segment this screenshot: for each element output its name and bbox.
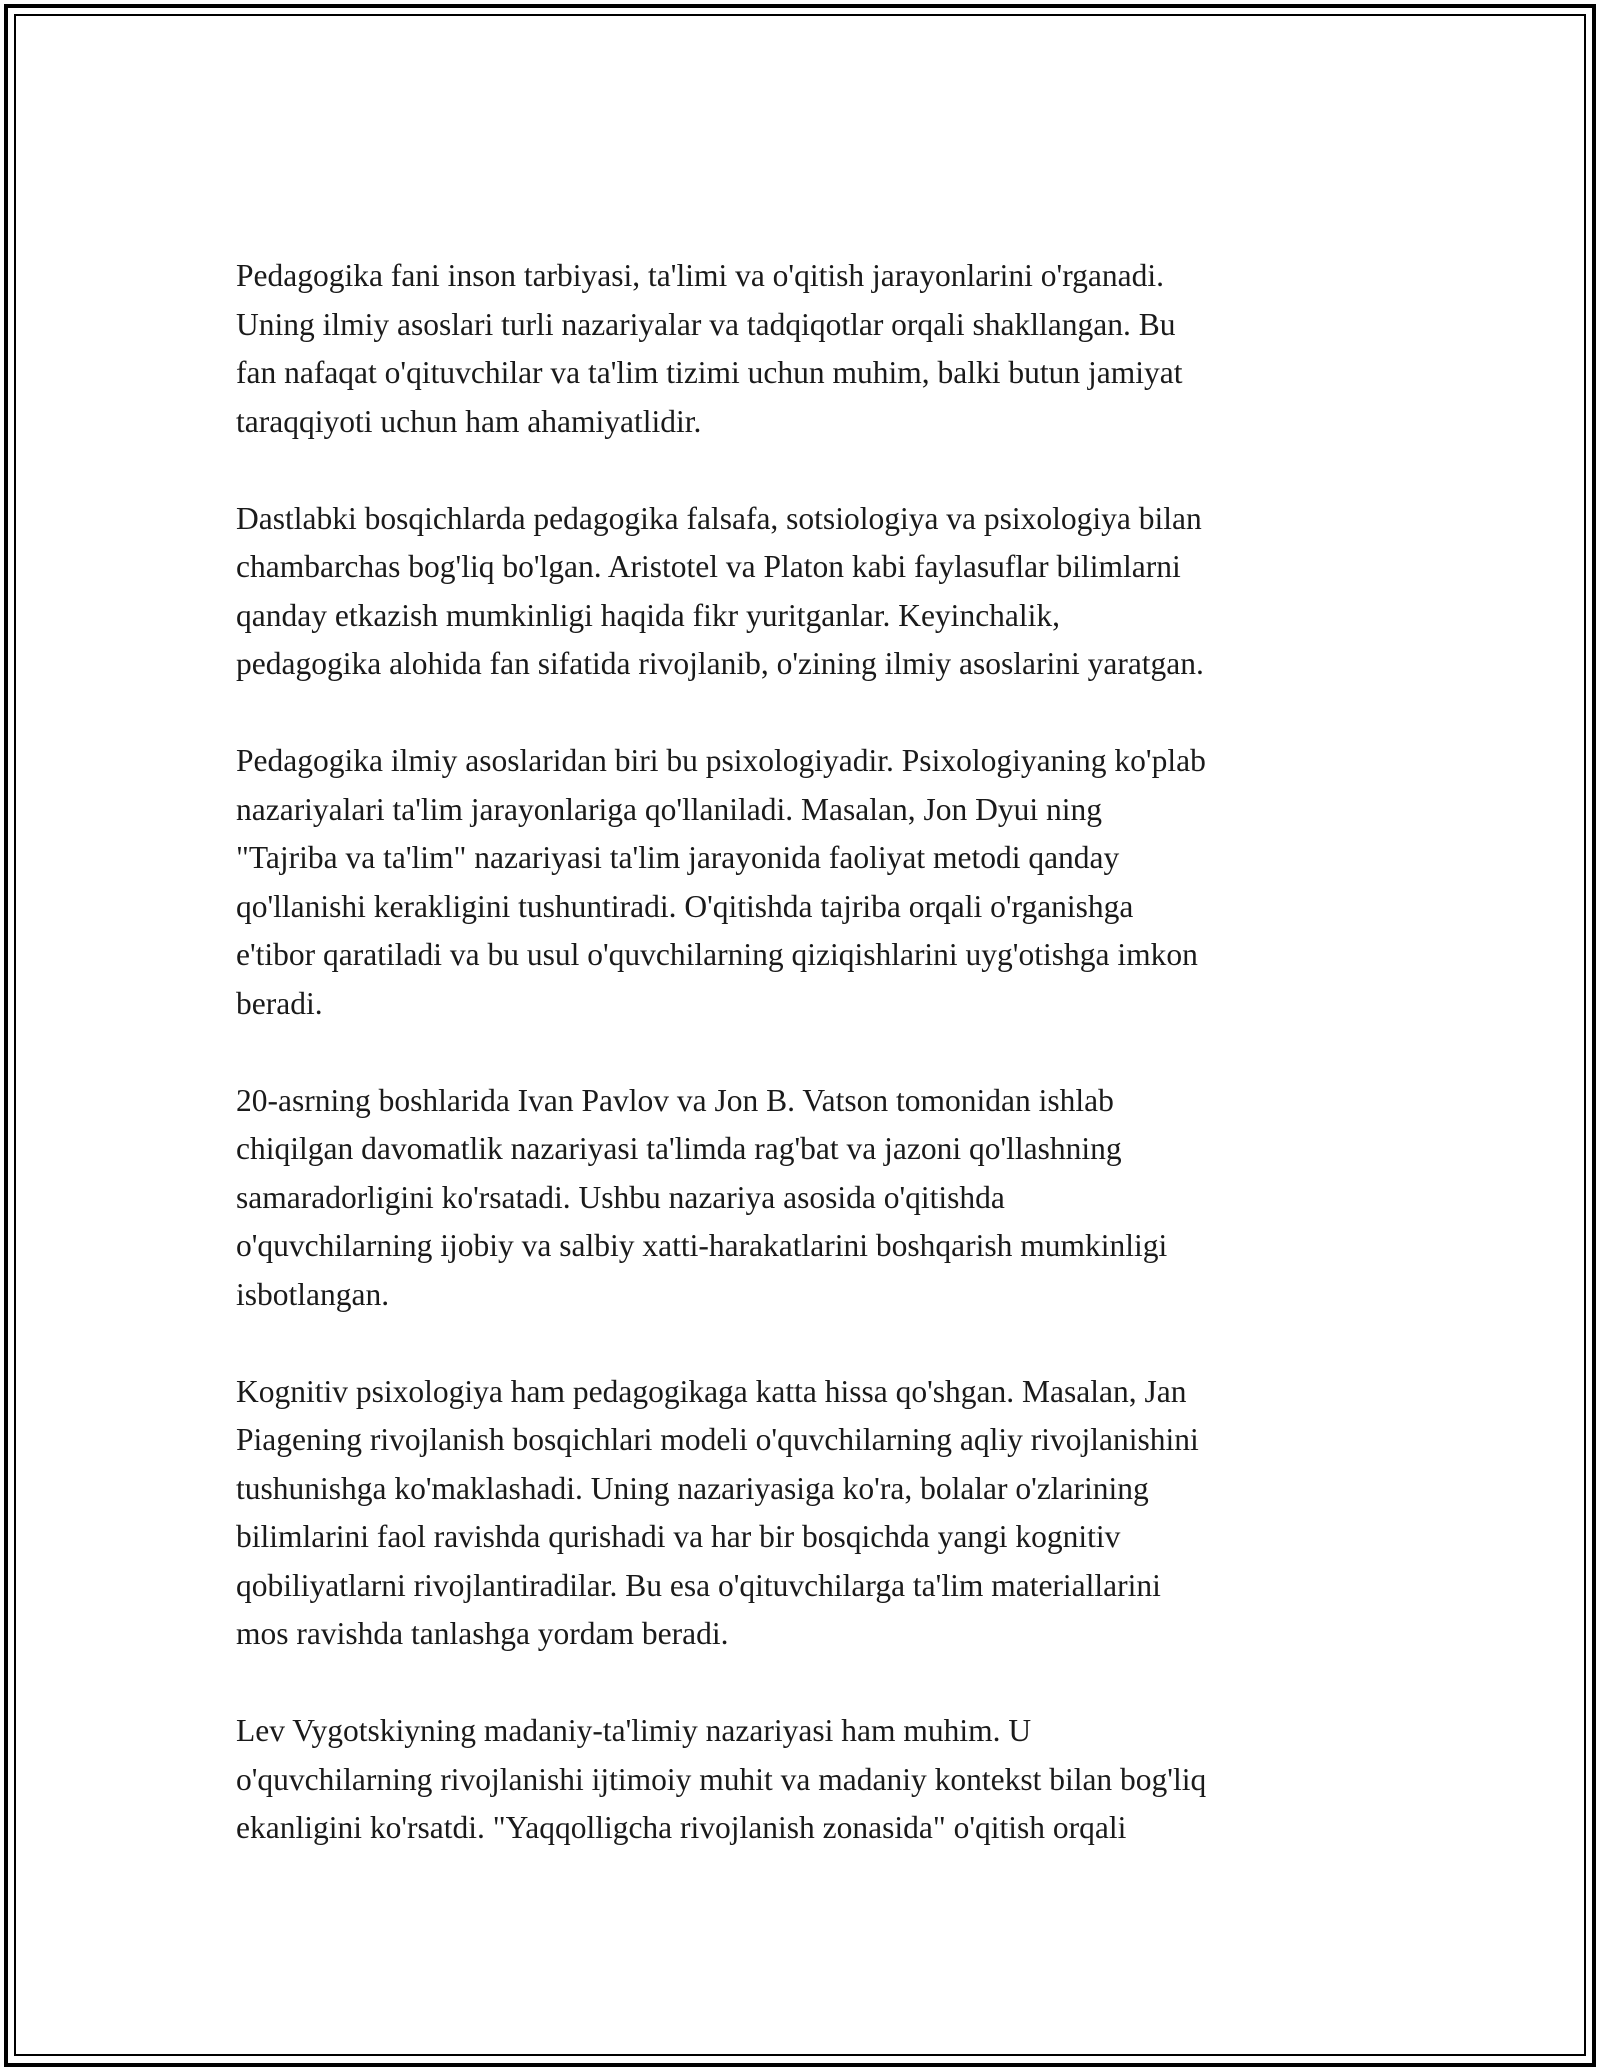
text-line: mos ravishda tanlashga yordam beradi. xyxy=(236,1616,729,1651)
paragraph-1 xyxy=(236,252,1376,446)
text-line: Uning ilmiy asoslari turli nazariyalar va tadqiqotlar orqali shakllangan. Bu xyxy=(236,306,1176,342)
document-body xyxy=(236,252,1376,1901)
text-line: o'quvchilarning rivojlanishi ijtimoiy muhit va madaniy kontekst bilan bog'liq xyxy=(236,1761,1207,1797)
text-line: ekanligini ko'rsatdi. "Yaqqolligcha rivojlanish zonasida" o'qitish orqali xyxy=(236,1810,1127,1845)
text-line: samaradorligini ko'rsatadi. Ushbu nazariya asosida o'qitishda xyxy=(236,1179,1005,1215)
paragraph-6 xyxy=(236,1707,1376,1853)
paragraph-2 xyxy=(236,495,1376,689)
text-line: pedagogika alohida fan sifatida rivojlanib, o'zining ilmiy asoslarini yaratgan. xyxy=(236,646,1204,681)
text-line: 20-asrning boshlarida Ivan Pavlov va Jon B. Vatson tomonidan ishlab xyxy=(236,1082,1114,1118)
text-line: o'quvchilarning ijobiy va salbiy xatti-harakatlarini boshqarish mumkinligi xyxy=(236,1228,1168,1263)
text-line: chiqilgan davomatlik nazariyasi ta'limda rag'bat va jazoni qo'llashning xyxy=(236,1131,1122,1166)
paragraph-3 xyxy=(236,737,1376,1028)
text-line: qanday etkazish mumkinligi haqida fikr yuritganlar. Keyinchalik, xyxy=(236,597,1061,633)
text-line: Lev Vygotskiyning madaniy-ta'limiy nazariyasi ham muhim. U xyxy=(236,1713,1032,1748)
text-line: Dastlabki bosqichlarda pedagogika falsafa, sotsiologiya va psixologiya bilan xyxy=(236,500,1202,536)
text-line: qo'llanishi kerakligini tushuntiradi. O'qitishda tajriba orqali o'rganishga xyxy=(236,888,1134,924)
text-line: tushunishga ko'maklashadi. Uning nazariyasiga ko'ra, bolalar o'zlarining xyxy=(236,1470,1149,1506)
text-line: fan nafaqat o'qituvchilar va ta'lim tizimi uchun muhim, balki butun jamiyat xyxy=(236,355,1183,390)
text-line: Pedagogika fani inson tarbiyasi, ta'limi va o'qitish jarayonlarini o'rganadi. xyxy=(236,258,1164,293)
paragraph-4 xyxy=(236,1077,1376,1320)
text-line: taraqqiyoti uchun ham ahamiyatlidir. xyxy=(236,403,702,439)
text-line: e'tibor qaratiladi va bu usul o'quvchilarning qiziqishlarini uyg'otishga imkon xyxy=(236,937,1198,972)
text-line: chambarchas bog'liq bo'lgan. Aristotel va Platon kabi faylasuflar bilimlarni xyxy=(236,549,1181,584)
text-line: bilimlarini faol ravishda qurishadi va har bir bosqichda yangi kognitiv xyxy=(236,1519,1121,1554)
text-line: isbotlangan. xyxy=(236,1276,390,1312)
text-line: qobiliyatlarni rivojlantiradilar. Bu esa o'qituvchilarga ta'lim materiallarini xyxy=(236,1567,1161,1603)
text-line: Piagening rivojlanish bosqichlari modeli o'quvchilarning aqliy rivojlanishini xyxy=(236,1422,1199,1457)
text-line: Pedagogika ilmiy asoslaridan biri bu psixologiyadir. Psixologiyaning ko'plab xyxy=(236,743,1206,778)
text-line: nazariyalari ta'lim jarayonlariga qo'llaniladi. Masalan, Jon Dyui ning xyxy=(236,791,1102,827)
text-line: Kognitiv psixologiya ham pedagogikaga katta hissa qo'shgan. Masalan, Jan xyxy=(236,1373,1187,1409)
paragraph-5 xyxy=(236,1368,1376,1659)
text-line: "Tajriba va ta'lim" nazariyasi ta'lim jarayonida faoliyat metodi qanday xyxy=(236,840,1120,875)
text-line: beradi. xyxy=(236,985,323,1021)
